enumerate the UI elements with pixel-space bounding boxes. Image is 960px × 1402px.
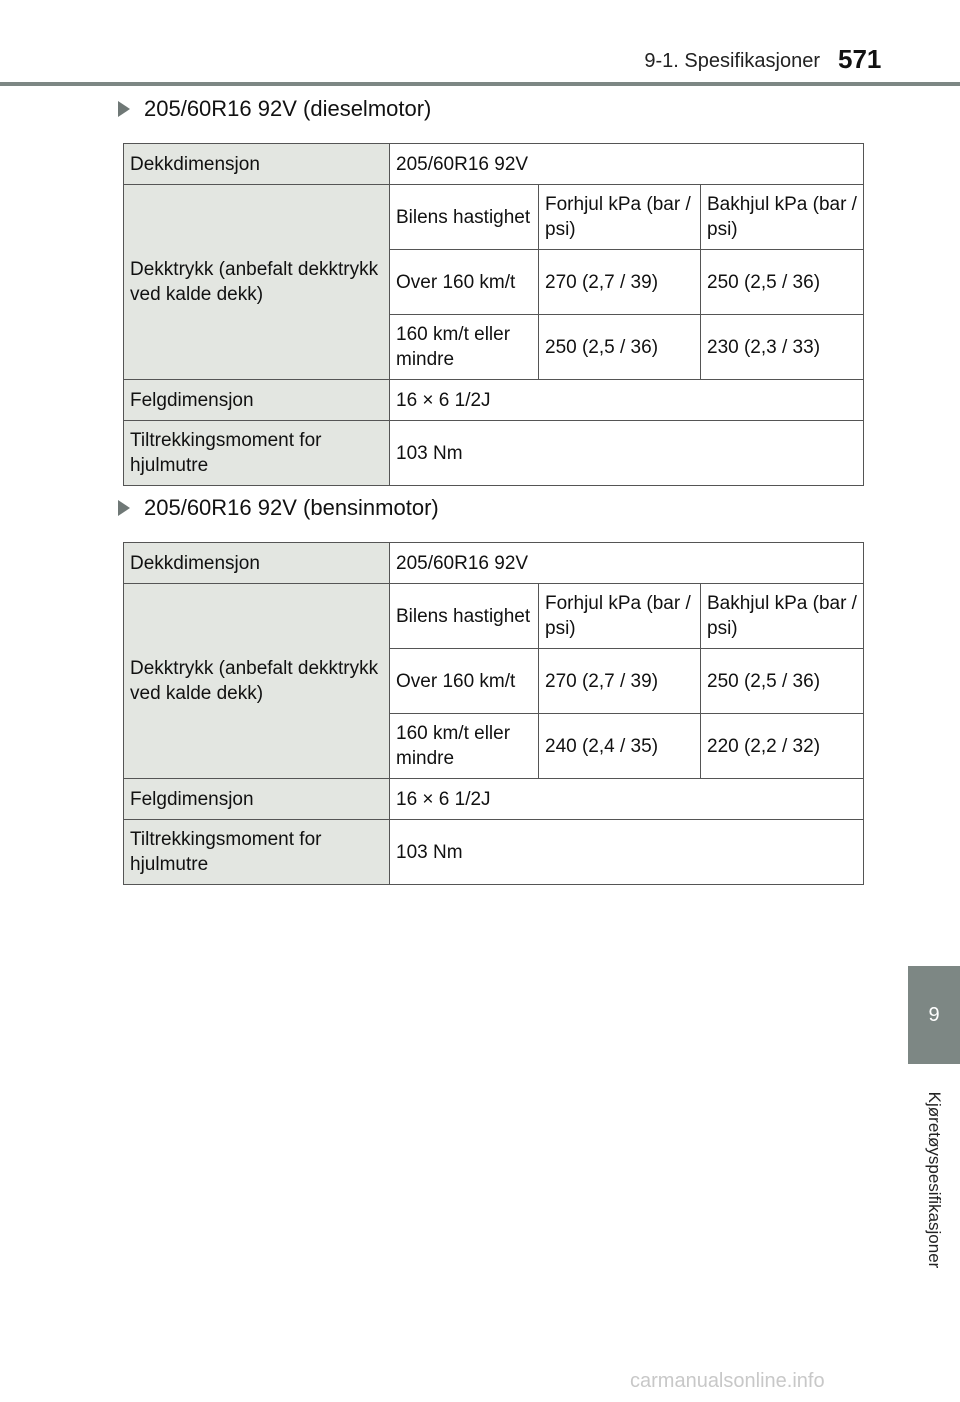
front-pressure-cell: 240 (2,4 / 35) [539,714,701,779]
col-speed-header: Bilens hastighet [390,185,539,250]
watermark: carmanualsonline.info [630,1370,825,1392]
spec-table-diesel [123,143,864,486]
spec-table-petrol [123,542,864,885]
tire-size-value: 205/60R16 92V [390,543,864,584]
header-section-title: 9-1. Spesifikasjoner [644,50,820,72]
section-heading-diesel [118,96,431,122]
torque-label: Tiltrekkingsmoment for hjulmutre [124,820,390,885]
chapter-tab: 9 [908,966,960,1064]
torque-value: 103 Nm [390,820,864,885]
bullet-triangle-icon [118,101,130,117]
col-speed-header: Bilens hastighet [390,584,539,649]
wheel-size-value: 16 × 6 1/2J [390,779,864,820]
wheel-size-value: 16 × 6 1/2J [390,380,864,421]
rear-pressure-cell: 230 (2,3 / 33) [701,315,864,380]
speed-cell: 160 km/t eller mindre [390,714,539,779]
speed-cell: Over 160 km/t [390,250,539,315]
page-number: 571 [838,44,882,74]
tire-size-label: Dekkdimensjon [124,543,390,584]
col-rear-header: Bakhjul kPa (bar / psi) [701,185,864,250]
front-pressure-cell: 270 (2,7 / 39) [539,250,701,315]
section-heading-text: 205/60R16 92V (bensinmotor) [144,495,439,520]
chapter-label: Kjøretøyspesifikasjoner [925,1091,944,1269]
front-pressure-cell: 250 (2,5 / 36) [539,315,701,380]
section-heading-petrol [118,495,439,521]
rear-pressure-cell: 250 (2,5 / 36) [701,250,864,315]
torque-label: Tiltrekkingsmoment for hjulmutre [124,421,390,486]
pressure-label: Dekktrykk (anbefalt dekktrykk ved kalde dekk) [124,584,390,779]
wheel-size-label: Felgdimensjon [124,779,390,820]
speed-cell: 160 km/t eller mindre [390,315,539,380]
section-heading-text: 205/60R16 92V (dieselmotor) [144,96,432,121]
col-front-header: Forhjul kPa (bar / psi) [539,584,701,649]
tire-size-value: 205/60R16 92V [390,144,864,185]
tire-size-label: Dekkdimensjon [124,144,390,185]
col-front-header: Forhjul kPa (bar / psi) [539,185,701,250]
bullet-triangle-icon [118,500,130,516]
header-rule [0,82,960,86]
rear-pressure-cell: 220 (2,2 / 32) [701,714,864,779]
front-pressure-cell: 270 (2,7 / 39) [539,649,701,714]
col-rear-header: Bakhjul kPa (bar / psi) [701,584,864,649]
torque-value: 103 Nm [390,421,864,486]
pressure-label: Dekktrykk (anbefalt dekktrykk ved kalde dekk) [124,185,390,380]
speed-cell: Over 160 km/t [390,649,539,714]
wheel-size-label: Felgdimensjon [124,380,390,421]
rear-pressure-cell: 250 (2,5 / 36) [701,649,864,714]
